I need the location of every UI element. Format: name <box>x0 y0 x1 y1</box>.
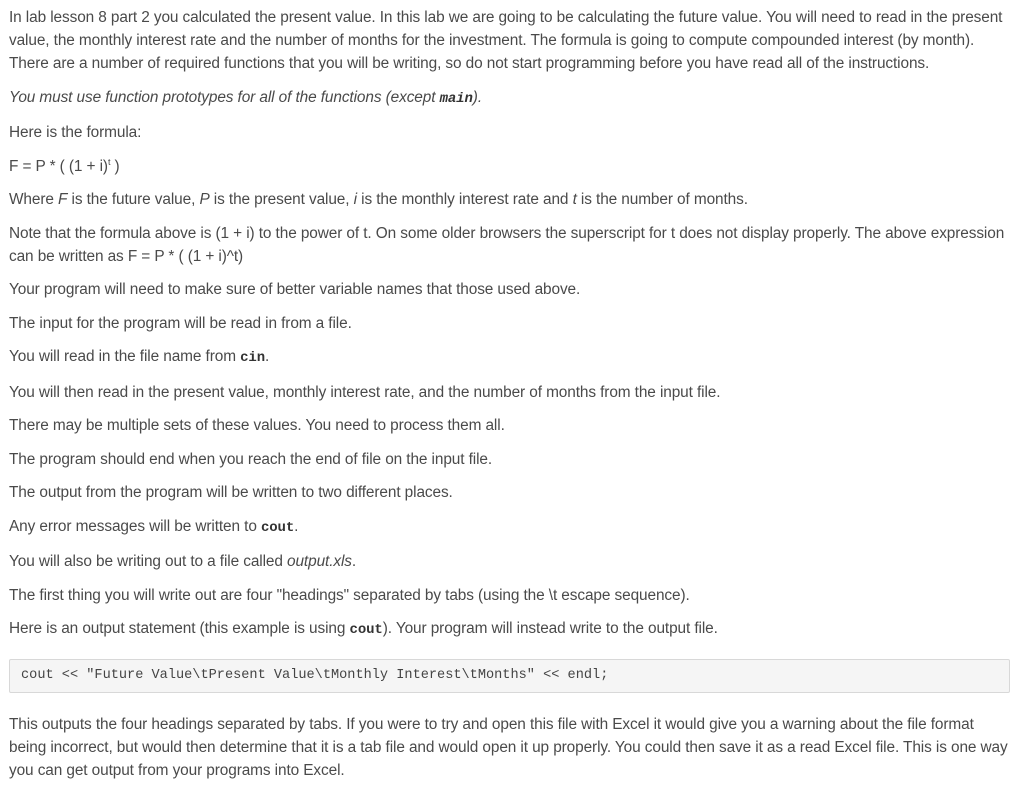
output-filename: output.xls <box>287 553 352 570</box>
cout-code: cout <box>349 622 383 638</box>
text-segment: Where <box>9 191 59 208</box>
intro-paragraph: In lab lesson 8 part 2 you calculated the present value. In this lab we are going to be calculating the future value. You will need to read in the present value, the monthly interest rate and the number of months for the investment. The formula is going to compute compounded interest (by month). There are a number of required functions that you will be writing, so do not start programming before you have read all of the instructions. <box>9 9 1003 72</box>
text-segment: . <box>294 517 299 535</box>
formula <box>9 155 1010 178</box>
var-t: t <box>572 191 577 208</box>
var-f: F <box>58 191 68 208</box>
text-segment: Here is an output statement (this example is using <box>9 620 350 637</box>
headings-note: The first thing you will write out are four "headings" separated by tabs (using the \t escape sequence). <box>9 586 690 604</box>
formula-heading: Here is the formula: <box>9 124 142 141</box>
text-segment: You will read in the file name from <box>9 348 241 365</box>
input-file-note: The input for the program will be read in from a file. <box>9 314 352 332</box>
excel-note: This outputs the four headings separated by tabs. If you were to try and open this file with Excel it would give you a warning about the file format being incorrect, but would then determine that it is a tab file and would open it up properly. You could then save it as a read Excel file. This is one way you can get output from your programs into Excel. <box>9 716 1008 779</box>
filename-input-note <box>9 345 1010 370</box>
text-segment: . <box>265 348 270 365</box>
text-segment: ). Your program will instead write to the output file. <box>382 620 718 637</box>
text-segment: is the future value, <box>67 191 200 208</box>
superscript-note: Note that the formula above is (1 + i) to the power of t. On some older browsers the superscript for t does not display properly. The above expression can be written as F = P * ( (1 + i)^t) <box>9 224 1005 265</box>
end-of-file-note: The program should end when you reach the end of file on the input file. <box>9 450 493 468</box>
var-p: P <box>199 191 210 208</box>
output-statement-note <box>9 617 1010 642</box>
variable-names-note: Your program will need to make sure of better variable names that those used above. <box>9 281 581 298</box>
text-segment: . <box>351 553 357 570</box>
text-segment: is the monthly interest rate and <box>356 191 573 208</box>
error-messages-note <box>9 515 1010 540</box>
prototype-text: You must use function prototypes for all of the functions (except <box>9 88 440 106</box>
output-places-note: The output from the program will be written to two different places. <box>9 484 453 501</box>
text-segment: is the number of months. <box>576 191 748 208</box>
read-values-note: You will then read in the present value, monthly interest rate, and the number of months from the input file. <box>9 383 721 401</box>
multiple-sets-note: There may be multiple sets of these values. You need to process them all. <box>9 417 505 434</box>
output-file-note <box>9 550 1010 573</box>
cout-code: cout <box>260 519 295 536</box>
text-segment: is the present value, <box>209 191 354 208</box>
text-segment: You will also be writing out to a file called <box>9 553 288 570</box>
variable-definitions <box>9 188 1010 211</box>
code-example: cout << "Future Value\tPresent Value\tMonthly Interest\tMonths" << endl; <box>9 659 1010 693</box>
formula-exponent: t <box>107 156 111 167</box>
formula-end: ) <box>110 157 120 175</box>
main-code: main <box>439 90 473 107</box>
formula-base: F = P * ( (1 + i) <box>9 157 108 175</box>
cin-code: cin <box>240 350 265 366</box>
prototype-requirement <box>9 86 1010 111</box>
var-i: i <box>353 191 357 208</box>
prototype-text-end: ). <box>472 88 482 106</box>
text-segment: Any error messages will be written to <box>9 517 261 535</box>
